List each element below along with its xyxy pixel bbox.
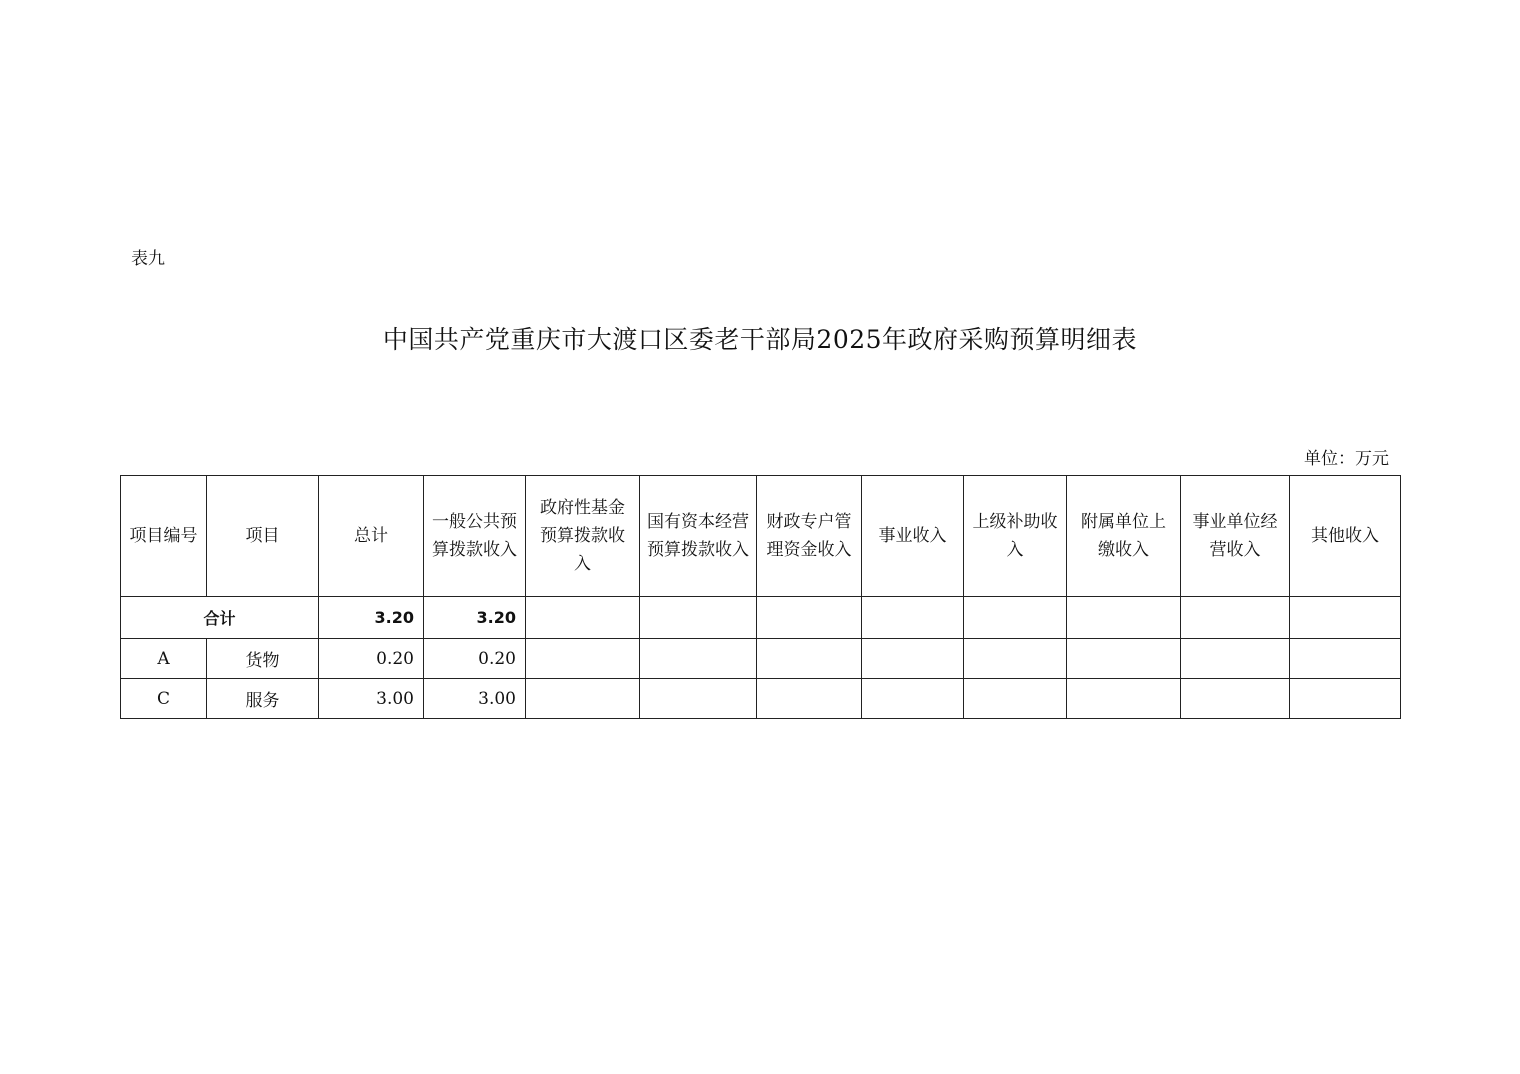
procurement-budget-table (120, 475, 1401, 719)
empty-cell (640, 679, 757, 719)
empty-cell (1290, 597, 1401, 639)
empty-cell (1181, 679, 1290, 719)
empty-cell (964, 679, 1067, 719)
empty-cell (1181, 639, 1290, 679)
empty-cell (1067, 639, 1181, 679)
empty-cell (640, 597, 757, 639)
empty-cell (757, 597, 862, 639)
header-special-account: 财政专户管理资金收入 (757, 476, 862, 597)
empty-cell (964, 639, 1067, 679)
header-business-income: 事业收入 (862, 476, 964, 597)
row-general: 3.00 (424, 679, 526, 719)
header-total: 总计 (319, 476, 424, 597)
row-general: 0.20 (424, 639, 526, 679)
empty-cell (640, 639, 757, 679)
row-code: C (121, 679, 207, 719)
header-superior-subsidy: 上级补助收入 (964, 476, 1067, 597)
empty-cell (757, 679, 862, 719)
empty-cell (1067, 597, 1181, 639)
page-title: 中国共产党重庆市大渡口区委老干部局2025年政府采购预算明细表 (382, 325, 1138, 354)
row-item: 服务 (207, 679, 319, 719)
empty-cell (862, 597, 964, 639)
header-row (121, 476, 1401, 597)
total-row (121, 597, 1401, 639)
empty-cell (862, 679, 964, 719)
empty-cell (1290, 639, 1401, 679)
header-gov-fund: 政府性基金预算拨款收入 (526, 476, 640, 597)
table-row (121, 639, 1401, 679)
total-general: 3.20 (424, 597, 526, 639)
empty-cell (526, 597, 640, 639)
empty-cell (757, 639, 862, 679)
header-operating-income: 事业单位经营收入 (1181, 476, 1290, 597)
row-total: 3.00 (319, 679, 424, 719)
empty-cell (1067, 679, 1181, 719)
header-general-budget: 一般公共预算拨款收入 (424, 476, 526, 597)
total-label: 合计 (121, 597, 319, 639)
unit-label: 单位：万元 (1304, 449, 1389, 469)
header-state-capital: 国有资本经营预算拨款收入 (640, 476, 757, 597)
empty-cell (964, 597, 1067, 639)
empty-cell (526, 639, 640, 679)
empty-cell (526, 679, 640, 719)
header-affiliate-remit: 附属单位上缴收入 (1067, 476, 1181, 597)
row-item: 货物 (207, 639, 319, 679)
header-other-income: 其他收入 (1290, 476, 1401, 597)
header-project-code: 项目编号 (121, 476, 207, 597)
empty-cell (1181, 597, 1290, 639)
table-number: 表九 (131, 249, 165, 269)
row-total: 0.20 (319, 639, 424, 679)
empty-cell (1290, 679, 1401, 719)
empty-cell (862, 639, 964, 679)
table-row (121, 679, 1401, 719)
header-project: 项目 (207, 476, 319, 597)
total-sum: 3.20 (319, 597, 424, 639)
row-code: A (121, 639, 207, 679)
